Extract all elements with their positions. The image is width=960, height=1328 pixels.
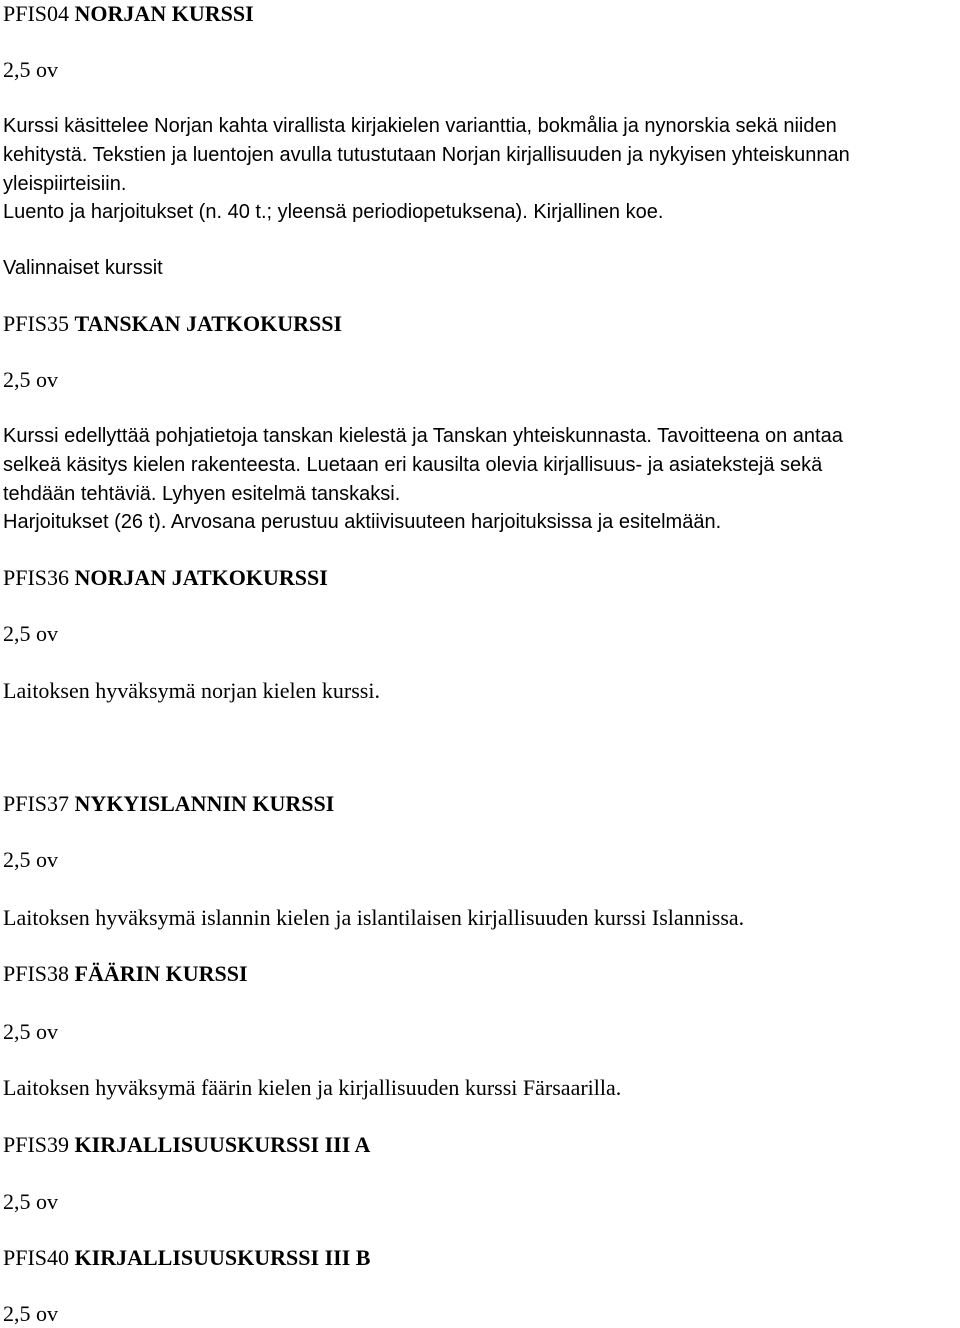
course-heading (3, 564, 328, 592)
course-heading (3, 0, 254, 28)
course-credits: 2,5 ov (3, 1019, 58, 1044)
course-title: NYKYISLANNIN KURSSI (74, 791, 335, 816)
course-description-line: Laitoksen hyväksymä islannin kielen ja islantilaisen kirjallisuuden kurssi Islannissa. (3, 905, 745, 930)
course-description-line: Laitoksen hyväksymä fäärin kielen ja kirjallisuuden kurssi Färsaarilla. (3, 1075, 622, 1100)
course-title: NORJAN KURSSI (74, 1, 254, 26)
course-code: PFIS40 (3, 1245, 70, 1270)
course-heading (3, 790, 334, 818)
course-code: PFIS39 (3, 1132, 70, 1157)
course-heading (3, 1131, 370, 1159)
course-credits: 2,5 ov (3, 1301, 58, 1326)
course-description-line: Kurssi käsittelee Norjan kahta virallista kirjakielen varianttia, bokmålia ja nynorskia sekä niiden (3, 115, 837, 137)
course-code: PFIS04 (3, 1, 70, 26)
course-title: NORJAN JATKOKURSSI (74, 565, 328, 590)
course-credits: 2,5 ov (3, 367, 58, 392)
course-heading (3, 310, 342, 338)
course-description-line: tehdään tehtäviä. Lyhyen esitelmä tanskaksi. (3, 483, 401, 505)
course-title: KIRJALLISUUSKURSSI III A (74, 1132, 371, 1157)
course-description-line: Laitoksen hyväksymä norjan kielen kurssi. (3, 678, 380, 703)
course-credits: 2,5 ov (3, 57, 58, 82)
course-credits: 2,5 ov (3, 1189, 58, 1214)
section-heading: Valinnaiset kurssit (3, 257, 163, 279)
course-title: KIRJALLISUUSKURSSI III B (74, 1245, 371, 1270)
course-code: PFIS35 (3, 311, 70, 336)
course-credits: 2,5 ov (3, 847, 58, 872)
course-title: FÄÄRIN KURSSI (74, 961, 248, 986)
course-code: PFIS38 (3, 961, 70, 986)
course-description-line: selkeä käsitys kielen rakenteesta. Luetaan eri kausilta olevia kirjallisuus- ja asiatekstejä sekä (3, 454, 823, 476)
course-description-line: Harjoitukset (26 t). Arvosana perustuu aktiivisuuteen harjoituksissa ja esitelmään. (3, 511, 722, 533)
course-title: TANSKAN JATKOKURSSI (74, 311, 343, 336)
course-heading (3, 960, 248, 988)
course-code: PFIS36 (3, 565, 70, 590)
course-description-line: kehitystä. Tekstien ja luentojen avulla tutustutaan Norjan kirjallisuuden ja nykyisen yhteiskunnan (3, 144, 850, 166)
course-description-line: Kurssi edellyttää pohjatietoja tanskan kielestä ja Tanskan yhteiskunnasta. Tavoitteena on antaa (3, 425, 843, 447)
course-description-line: yleispiirteisiin. (3, 173, 127, 195)
course-code: PFIS37 (3, 791, 70, 816)
course-heading (3, 1244, 370, 1272)
course-description-line: Luento ja harjoitukset (n. 40 t.; yleensä periodiopetuksena). Kirjallinen koe. (3, 201, 664, 223)
course-credits: 2,5 ov (3, 621, 58, 646)
